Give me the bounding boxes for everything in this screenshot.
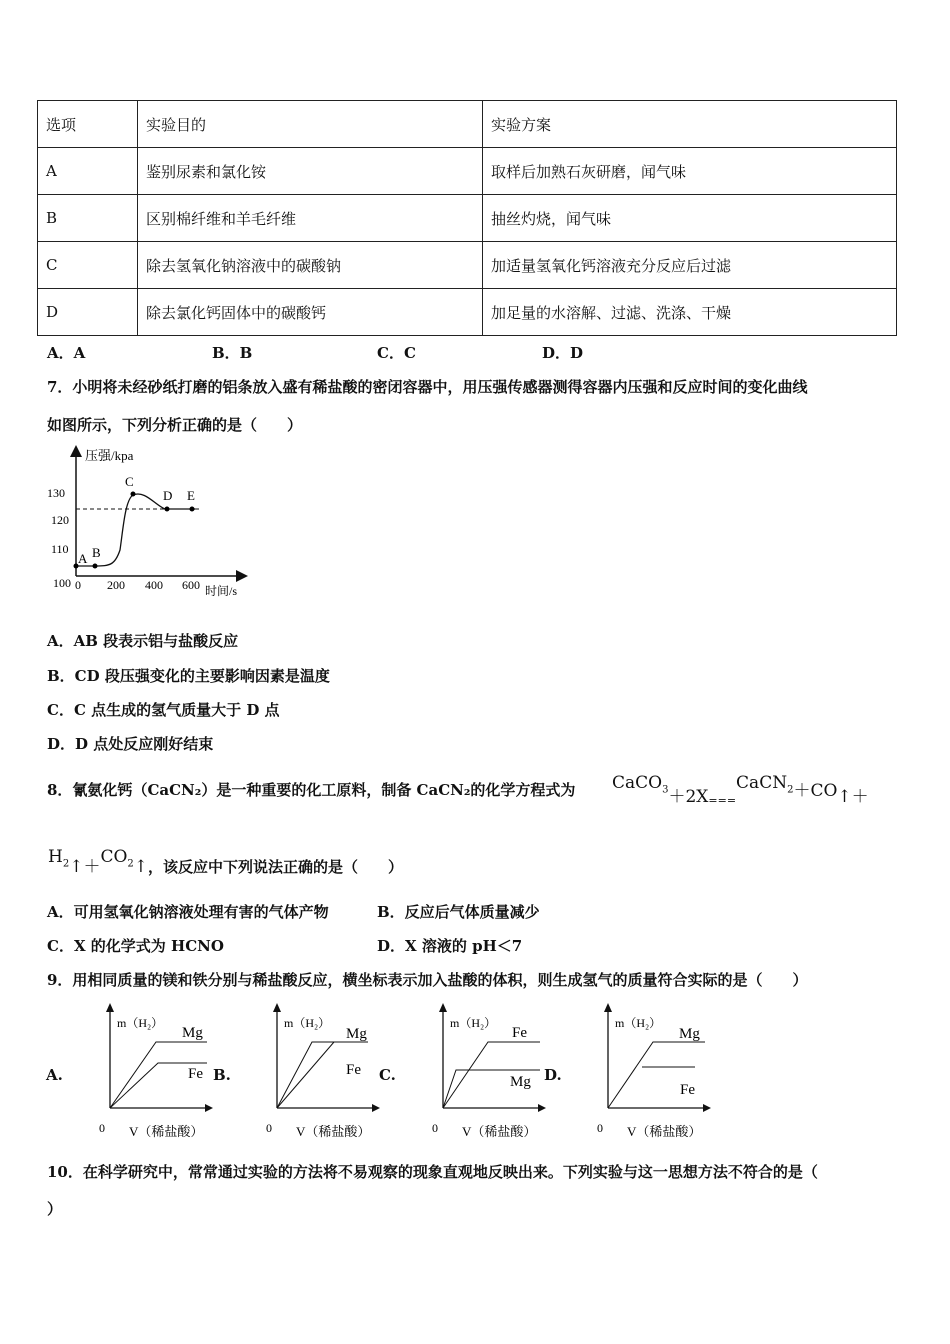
table-header: 实验方案 bbox=[483, 101, 897, 148]
q9-xlabel: V（稀盐酸） bbox=[129, 1124, 204, 1139]
table-row bbox=[38, 289, 897, 336]
q6-option-a: A．A bbox=[47, 344, 86, 362]
q6-option-b: B．B bbox=[212, 344, 253, 362]
q6-option-d: D．D bbox=[542, 344, 584, 362]
table-cell: 抽丝灼烧，闻气味 bbox=[483, 195, 897, 242]
eq-sub: 2 bbox=[127, 858, 134, 870]
q9-option-letter: B. bbox=[213, 1066, 231, 1084]
table-cell: 除去氢氧化钠溶液中的碳酸钠 bbox=[138, 242, 483, 289]
pressure-graph bbox=[45, 440, 260, 605]
pressure-xlabel: 时间/s bbox=[205, 584, 238, 598]
q7-option-b: B．CD 段压强变化的主要影响因素是温度 bbox=[47, 667, 330, 685]
q9-ylabel: m（H₂） bbox=[117, 1016, 164, 1030]
table-cell: C bbox=[38, 242, 138, 289]
eq-term: CaCO bbox=[612, 773, 663, 793]
q9-stem: 9．用相同质量的镁和铁分别与稀盐酸反应，横坐标表示加入盐酸的体积，则生成氢气的质量符合实际的是（ ） bbox=[47, 971, 808, 989]
eq-arrow: === bbox=[708, 794, 737, 807]
eq-sub: 2 bbox=[62, 858, 70, 870]
q9-xlabel: V（稀盐酸） bbox=[296, 1124, 371, 1139]
q9-xlabel: V（稀盐酸） bbox=[627, 1124, 702, 1139]
q9-series-label: Mg bbox=[182, 1025, 203, 1041]
eq-term: ＋2X bbox=[668, 787, 709, 807]
q9-series-label: Mg bbox=[679, 1026, 700, 1042]
q8-option-a: A．可用氢氧化钠溶液处理有害的气体产物 bbox=[47, 903, 329, 921]
q9-option-letter: D. bbox=[544, 1066, 562, 1084]
table-row bbox=[38, 148, 897, 195]
q9-ylabel: m（H₂） bbox=[615, 1016, 662, 1030]
x-tick: 400 bbox=[145, 578, 163, 592]
table-cell: 加足量的水溶解、过滤、洗涤、干燥 bbox=[483, 289, 897, 336]
q9-series-label: Fe bbox=[680, 1082, 695, 1098]
table-cell: 取样后加熟石灰研磨，闻气味 bbox=[483, 148, 897, 195]
q7-option-c: C．C 点生成的氢气质量大于 D 点 bbox=[47, 701, 280, 719]
table-cell: B bbox=[38, 195, 138, 242]
q9-graph-c bbox=[400, 1000, 555, 1145]
q9-origin: 0 bbox=[266, 1121, 272, 1135]
eq-sub: 3 bbox=[662, 784, 669, 796]
q7-option-a: A．AB 段表示铝与盐酸反应 bbox=[47, 632, 239, 650]
table-row bbox=[38, 195, 897, 242]
x-tick: 200 bbox=[107, 578, 125, 592]
experiment-table bbox=[37, 100, 897, 336]
table-cell: 除去氯化钙固体中的碳酸钙 bbox=[138, 289, 483, 336]
eq-term: ↑ bbox=[133, 857, 149, 877]
q10-stem: ） bbox=[47, 1200, 63, 1218]
x-tick: 0 bbox=[75, 578, 81, 592]
eq-term: CO bbox=[100, 847, 128, 867]
point-label: C bbox=[125, 474, 134, 489]
table-cell: 区别棉纤维和羊毛纤维 bbox=[138, 195, 483, 242]
table-header: 实验目的 bbox=[138, 101, 483, 148]
y-tick: 110 bbox=[51, 542, 69, 556]
point-label: E bbox=[187, 488, 195, 503]
eq-term: ↑＋ bbox=[837, 787, 869, 807]
table-header: 选项 bbox=[38, 101, 138, 148]
point-label: D bbox=[163, 488, 173, 503]
q9-ylabel: m（H₂） bbox=[450, 1016, 497, 1030]
q6-option-c: C．C bbox=[377, 344, 416, 362]
x-tick: 600 bbox=[182, 578, 200, 592]
q9-series-label: Mg bbox=[346, 1026, 367, 1042]
q9-ylabel: m（H₂） bbox=[284, 1016, 331, 1030]
pressure-ylabel: 压强/kpa bbox=[85, 448, 134, 463]
q8-option-b: B．反应后气体质量减少 bbox=[377, 903, 540, 921]
q9-option-letter: A. bbox=[46, 1066, 63, 1084]
point-label: B bbox=[92, 545, 101, 560]
q9-series-label: Fe bbox=[188, 1066, 203, 1082]
y-tick: 100 bbox=[53, 576, 71, 590]
q8-stem-end: ，该反应中下列说法正确的是（ ） bbox=[148, 858, 404, 876]
y-tick: 130 bbox=[47, 486, 65, 500]
point-label: A bbox=[78, 551, 88, 566]
eq-term: CaCN bbox=[736, 773, 788, 793]
eq-term: ↑＋ bbox=[69, 857, 101, 877]
table-row bbox=[38, 242, 897, 289]
q9-graph-b bbox=[234, 1000, 389, 1145]
q9-option-letter: C. bbox=[379, 1066, 396, 1084]
q7-stem: 如图所示，下列分析正确的是（ ） bbox=[47, 416, 303, 434]
q9-xlabel: V（稀盐酸） bbox=[462, 1124, 537, 1139]
table-header-row bbox=[38, 101, 897, 148]
q8-option-d: D．X 溶液的 pH＜7 bbox=[377, 937, 523, 955]
y-tick: 120 bbox=[51, 513, 69, 527]
table-cell: A bbox=[38, 148, 138, 195]
q9-origin: 0 bbox=[99, 1121, 105, 1135]
eq-term: ＋CO bbox=[793, 781, 838, 801]
eq-sub: 2 bbox=[787, 784, 794, 796]
q9-series-label: Fe bbox=[346, 1062, 361, 1078]
q8-stem: 8．氰氨化钙（CaCN₂）是一种重要的化工原料，制备 CaCN₂的化学方程式为 bbox=[47, 781, 576, 799]
table-cell: 鉴别尿素和氯化铵 bbox=[138, 148, 483, 195]
q9-graph-d bbox=[565, 1000, 720, 1145]
q9-graph-a bbox=[67, 1000, 222, 1145]
eq-term: H bbox=[48, 847, 63, 867]
q7-stem: 7．小明将未经砂纸打磨的铝条放入盛有稀盐酸的密闭容器中，用压强传感器测得容器内压强和反应时间的变化曲线 bbox=[47, 378, 808, 396]
table-cell: 加适量氢氧化钙溶液充分反应后过滤 bbox=[483, 242, 897, 289]
q8-equation bbox=[612, 768, 869, 807]
q9-series-label: Mg bbox=[510, 1074, 531, 1090]
q9-series-label: Fe bbox=[512, 1025, 527, 1041]
q9-origin: 0 bbox=[432, 1121, 438, 1135]
q10-stem: 10．在科学研究中，常常通过实验的方法将不易观察的现象直观地反映出来。下列实验与这一思想方法不符合的是（ bbox=[47, 1163, 818, 1181]
q8-option-c: C．X 的化学式为 HCNO bbox=[47, 937, 224, 955]
q7-option-d: D．D 点处反应刚好结束 bbox=[47, 735, 214, 753]
table-cell: D bbox=[38, 289, 138, 336]
q8-equation-cont bbox=[48, 842, 404, 877]
q9-origin: 0 bbox=[597, 1121, 603, 1135]
